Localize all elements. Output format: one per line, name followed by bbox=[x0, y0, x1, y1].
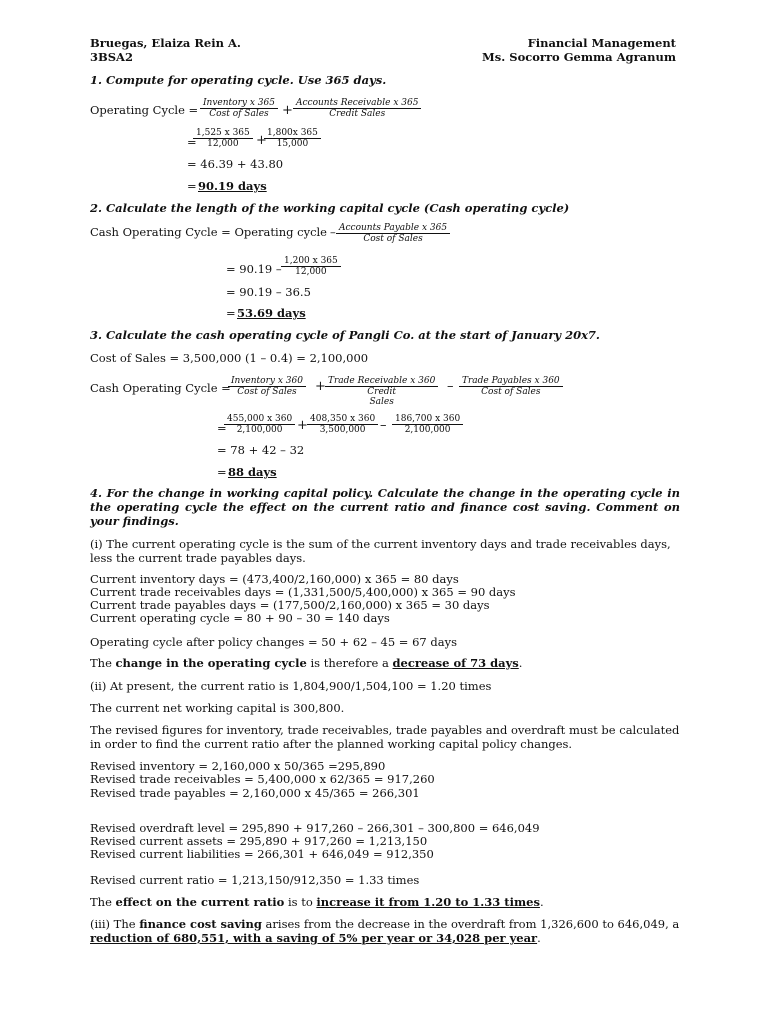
payable-fraction: Accounts Payable x 365 Cost of Sales bbox=[336, 223, 450, 244]
course-title: Financial Management bbox=[527, 36, 676, 50]
cash-operating-cycle-label: Cash Operating Cycle = bbox=[90, 381, 231, 395]
net-working-capital-line: The current net working capital is 300,800. bbox=[90, 701, 345, 715]
plus-sign: + bbox=[315, 379, 326, 394]
revised-current-liabilities-line: Revised current liabilities = 266,301 + 646,049 = 912,350 bbox=[90, 847, 434, 861]
minus-sign: – bbox=[330, 225, 336, 239]
revised-current-ratio-line: Revised current ratio = 1,213,150/912,350 = 1.33 times bbox=[90, 873, 420, 887]
question-2-title: 2. Calculate the length of the working capital cycle (Cash operating cycle) bbox=[90, 201, 570, 215]
question-1-title: 1. Compute for operating cycle. Use 365 days. bbox=[90, 73, 387, 87]
step1-fraction-a: $\frac{1,525 x 365}{12,000}$ bbox=[193, 128, 253, 149]
step2-line: = 78 + 42 – 32 bbox=[217, 443, 305, 457]
question-3-title: 3. Calculate the cash operating cycle of Pangli Co. at the start of January 20x7. bbox=[90, 328, 600, 342]
revised-payables-line: Revised trade payables = 2,160,000 x 45/365 = 266,301 bbox=[90, 786, 420, 800]
revised-figures-paragraph: The revised figures for inventory, trade receivables, trade payables and overdraft must be calculated in order to find the current ratio after the planned working capital policy changes. bbox=[90, 723, 680, 751]
minus-sign: – bbox=[447, 379, 454, 394]
step1-fraction: $\frac{1,200 x 365}{12,000}$ bbox=[281, 256, 341, 277]
question-4-title: 4. For the change in working capital policy. Calculate the change in the operating cycle in the operating cycle the effect on the current ratio and finance cost saving. Comment on your findings. bbox=[90, 486, 680, 528]
revised-current-assets-line: Revised current assets = 295,890 + 917,260 = 1,213,150 bbox=[90, 834, 428, 848]
plus-sign: + bbox=[256, 133, 267, 148]
payables-fraction: Trade Payables x 360 Cost of Sales bbox=[459, 376, 563, 397]
cash-operating-cycle-label: Cash Operating Cycle = Operating cycle bbox=[90, 225, 327, 239]
student-section: 3BSA2 bbox=[90, 50, 133, 64]
step2-line: = 46.39 + 43.80 bbox=[187, 157, 284, 171]
plus-sign: + bbox=[297, 418, 308, 433]
equals-sign: = bbox=[226, 306, 236, 320]
minus-sign: – bbox=[380, 418, 387, 433]
revised-overdraft-line: Revised overdraft level = 295,890 + 917,260 – 266,301 – 300,800 = 646,049 bbox=[90, 821, 540, 835]
cost-of-sales-line: Cost of Sales = 3,500,000 (1 – 0.4) = 2,100,000 bbox=[90, 351, 369, 365]
current-ratio-line: (ii) At present, the current ratio is 1,804,900/1,504,100 = 1.20 times bbox=[90, 679, 492, 693]
student-name: Bruegas, Elaiza Rein A. bbox=[90, 36, 241, 50]
step1-prefix: = 90.19 – bbox=[226, 262, 282, 276]
step2-line: = 90.19 – 36.5 bbox=[226, 285, 311, 299]
equals-sign: = bbox=[217, 421, 227, 435]
inventory-fraction: Inventory x 360 Cost of Sales bbox=[228, 376, 306, 397]
answer-pangli-cycle: 88 days bbox=[228, 465, 277, 479]
plus-sign: + bbox=[282, 103, 293, 118]
step1-fraction-c: $\frac{186,700 x 360}{2,100,000}$ bbox=[392, 414, 463, 435]
receivable-fraction: Accounts Receivable x 365 Credit Sales bbox=[293, 98, 421, 119]
answer-cash-operating-cycle: 53.69 days bbox=[237, 306, 306, 320]
change-statement: The change in the operating cycle is therefore a decrease of 73 days. bbox=[90, 656, 523, 670]
revised-receivables-line: Revised trade receivables = 5,400,000 x 62/365 = 917,260 bbox=[90, 772, 435, 786]
inventory-fraction: Inventory x 365 Cost of Sales bbox=[200, 98, 278, 119]
instructor-name: Ms. Socorro Gemma Agranum bbox=[482, 50, 676, 64]
inventory-days-line: Current inventory days = (473,400/2,160,000) x 365 = 80 days bbox=[90, 572, 459, 586]
operating-cycle-label: Operating Cycle = bbox=[90, 103, 199, 117]
answer-operating-cycle: 90.19 days bbox=[198, 179, 267, 193]
equals-sign: = bbox=[187, 179, 197, 193]
receivables-days-line: Current trade receivables days = (1,331,500/5,400,000) x 365 = 90 days bbox=[90, 585, 516, 599]
receivable-fraction: Trade Receivable x 360 Credit Sales bbox=[325, 376, 438, 407]
equals-sign: = bbox=[217, 465, 227, 479]
current-ratio-effect-statement: The effect on the current ratio is to increase it from 1.20 to 1.33 times. bbox=[90, 895, 544, 909]
explanation-paragraph: (i) The current operating cycle is the sum of the current inventory days and trade receivables days, less the current trade payables days. bbox=[90, 537, 671, 565]
revised-inventory-line: Revised inventory = 2,160,000 x 50/365 =295,890 bbox=[90, 759, 386, 773]
equals-sign: = bbox=[187, 135, 197, 149]
payables-days-line: Current trade payables days = (177,500/2,160,000) x 365 = 30 days bbox=[90, 598, 490, 612]
step1-fraction-b: $\frac{1,800x 365}{15,000}$ bbox=[264, 128, 321, 149]
finance-cost-saving-statement: (iii) The finance cost saving arises from the decrease in the overdraft from 1,326,600 to 646,049, a reduction of 680,551, with a saving of 5% per year or 34,028 per year. bbox=[90, 917, 680, 945]
cycle-after-changes-line: Operating cycle after policy changes = 50 + 62 – 45 = 67 days bbox=[90, 635, 458, 649]
operating-cycle-line: Current operating cycle = 80 + 90 – 30 = 140 days bbox=[90, 611, 390, 625]
step1-fraction-b: $\frac{408,350 x 360}{3,500,000}$ bbox=[307, 414, 378, 435]
step1-fraction-a: $\frac{455,000 x 360}{2,100,000}$ bbox=[224, 414, 295, 435]
